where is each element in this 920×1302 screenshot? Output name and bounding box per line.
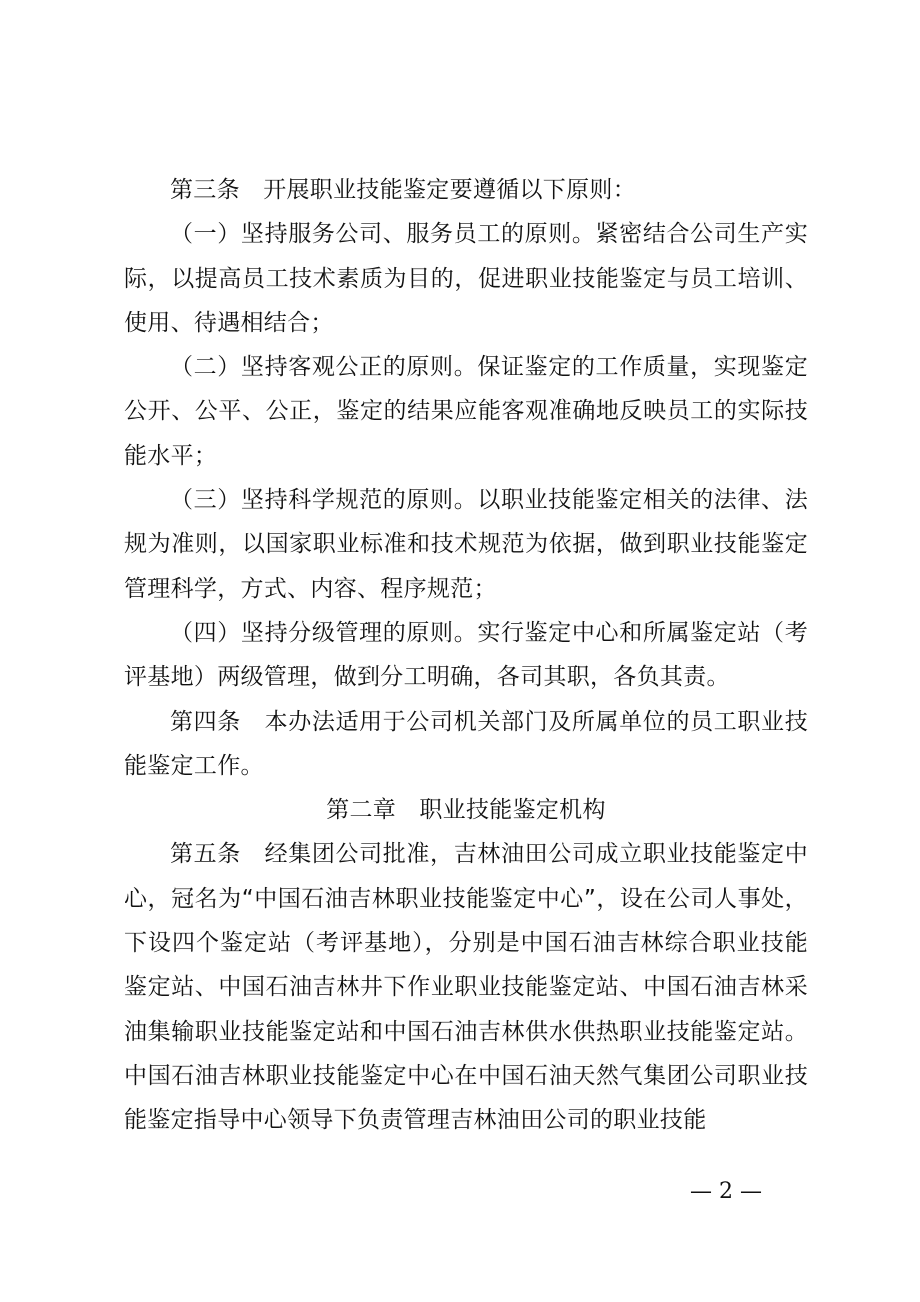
principle-3: （三）坚持科学规范的原则。以职业技能鉴定相关的法律、法规为准则，以国家职业标准和技术规范为依据，做到职业技能鉴定管理科学，方式、内容、程序规范； — [124, 487, 808, 602]
article-5: 第五条 经集团公司批准，吉林油田公司成立职业技能鉴定中心，冠名为“中国石油吉林职业技能鉴定中心”，设在公司人事处，下设四个鉴定站（考评基地），分别是中国石油吉林综合职业技能鉴定站、中国石油吉林井下作业职业技能鉴定站、中国石油吉林采油集输职业技能鉴定站和中国石油吉林供水供热职业技能鉴定站。中国石油吉林职业技能鉴定中心在中国石油天然气集团公司职业技能鉴定指导中心领导下负责管理吉林油田公司的职业技能 — [124, 841, 808, 1134]
article-3-heading: 第三条 开展职业技能鉴定要遵循以下原则： — [170, 177, 636, 203]
article-4: 第四条 本办法适用于公司机关部门及所属单位的员工职业技能鉴定工作。 — [124, 708, 808, 779]
principle-2: （二）坚持客观公正的原则。保证鉴定的工作质量，实现鉴定公开、公平、公正，鉴定的结果应能客观准确地反映员工的实际技能水平； — [124, 354, 808, 469]
principle-1: （一）坚持服务公司、服务员工的原则。紧密结合公司生产实际，以提高员工技术素质为目的，促进职业技能鉴定与员工培训、使用、待遇相结合； — [124, 221, 808, 336]
page-number: — 2 — — [690, 1179, 762, 1204]
principle-4: （四）坚持分级管理的原则。实行鉴定中心和所属鉴定站（考评基地）两级管理，做到分工明确，各司其职，各负其责。 — [124, 619, 808, 691]
chapter-2-title: 第二章 职业技能鉴定机构 — [326, 797, 606, 824]
document-body — [124, 168, 808, 1143]
